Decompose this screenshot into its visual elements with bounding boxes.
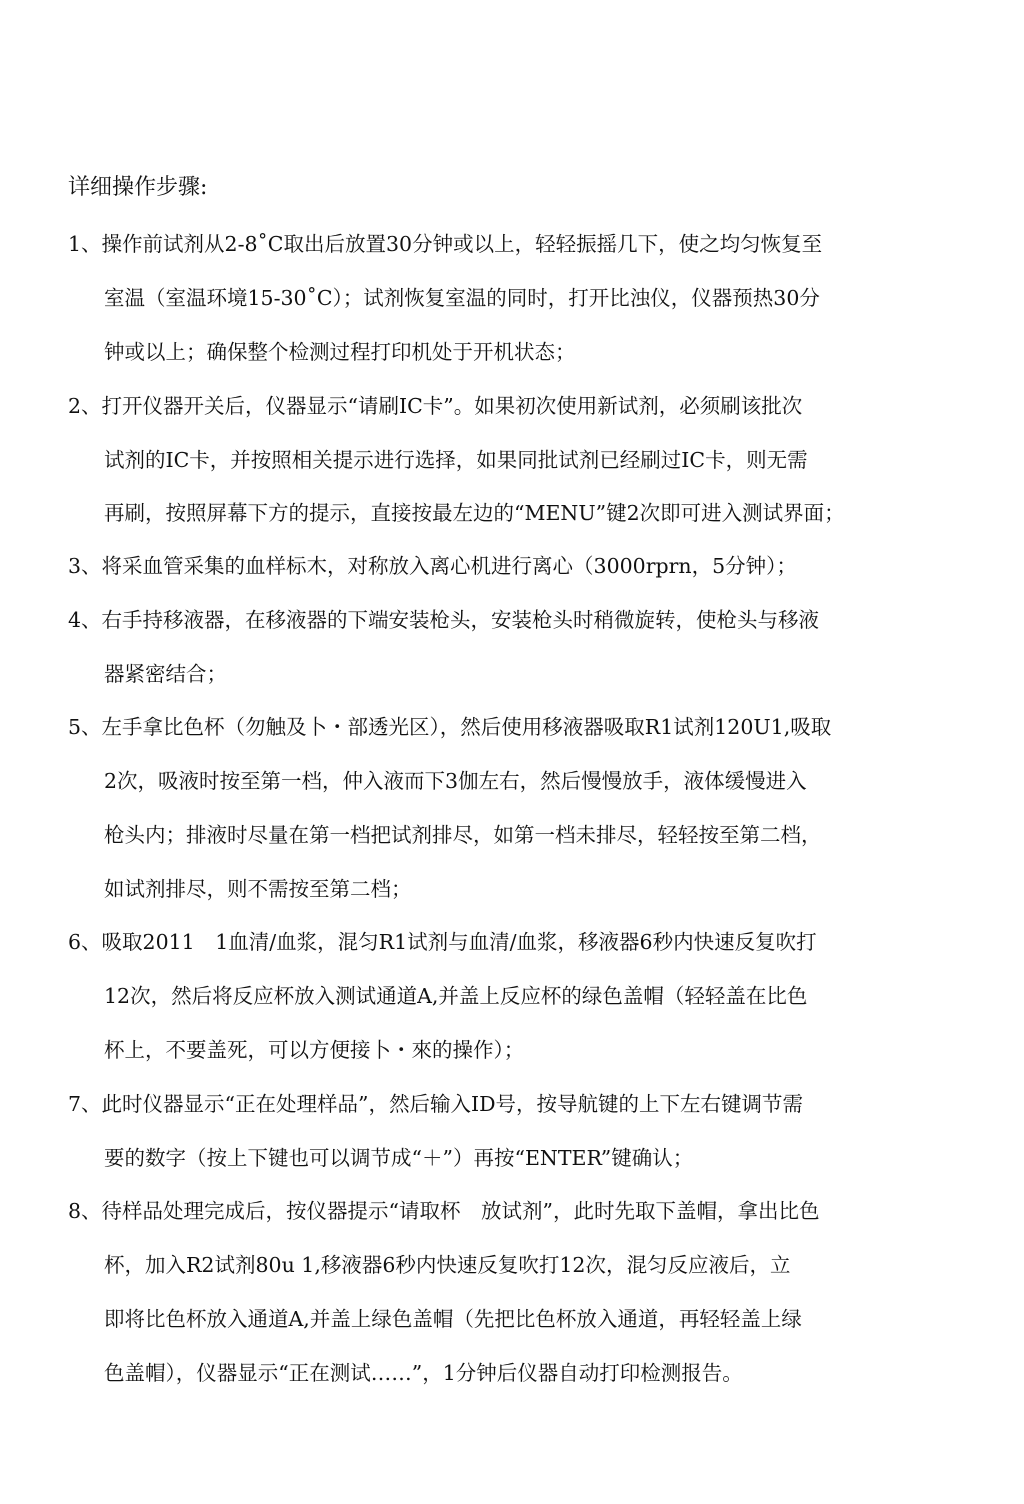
step-6-line-2: 12次，然后将反应杯放入测试通道A,并盖上反应杯的绿色盖帽（轻轻盖在比色 [104, 984, 808, 1008]
step-7-line-2: 要的数字（按上下键也可以调节成“＋”）再按“ENTER”键确认； [104, 1146, 694, 1170]
step-1-line-1: 1、操作前试剂从2-8˚C取出后放置30分钟或以上，轻轻振摇几下，使之均匀恢复至 [68, 232, 823, 256]
step-5-line-1: 5、左手拿比色杯（勿触及卜・部透光区），然后使用移液器吸取R1试剂120U1,吸取 [68, 715, 832, 739]
step-5-line-3: 枪头内；排液时尽量在第一档把试剂排尽，如第一档未排尽，轻轻按至第二档， [104, 823, 822, 847]
step-5-line-2: 2次，吸液时按至第一档，仲入液而下3伽左右，然后慢慢放手，液体缓慢进入 [104, 769, 807, 793]
step-6-line-3: 杯上，不要盖死，可以方便接卜・來的操作）； [104, 1038, 525, 1062]
step-2-line-1: 2、打开仪器开关后，仪器显示“请刷IC卡”。如果初次使用新试剂，必须刷该批次 [68, 394, 803, 418]
step-8-line-4: 色盖帽），仪器显示“正在测试……”，1分钟后仪器自动打印检测报告。 [104, 1361, 743, 1385]
step-5-line-4: 如试剂排尽，则不需按至第二档； [104, 877, 412, 901]
step-2-line-2: 试剂的IC卡，并按照相关提示进行选择，如果同批试剂已经刷过IC卡，则无需 [104, 448, 808, 472]
step-2-line-3: 再刷，按照屏幕下方的提示，直接按最左边的“MENU”键2次即可进入测试界面； [104, 501, 845, 525]
step-4-line-1: 4、右手持移液器，在移液器的下端安装枪头，安装枪头时稍微旋转，使枪头与移液 [68, 608, 820, 632]
step-8-line-2: 杯，加入R2试剂80u 1,移液器6秒内快速反复吹打12次，混匀反应液后，立 [104, 1253, 791, 1277]
step-7-line-1: 7、此时仪器显示“正在处理样品”，然后输入ID号，按导航键的上下左右键调节需 [68, 1092, 804, 1116]
step-8-line-1: 8、待样品处理完成后，按仪器提示“请取杯 放试剂”，此时先取下盖帽，拿出比色 [68, 1199, 820, 1223]
step-4-line-2: 器紧密结合； [104, 662, 227, 686]
step-1-line-3: 钟或以上；确保整个检测过程打印机处于开机状态； [104, 340, 576, 364]
step-3-line-1: 3、将采血管采集的血样标木，对称放入离心机进行离心（3000rprn，5分钟）； [68, 554, 797, 578]
step-1-line-2: 室温（室温环境15-30˚C）；试剂恢复室温的同时，打开比浊仪，仪器预热30分 [104, 286, 820, 310]
document-heading: 详细操作步骤: [68, 175, 208, 200]
step-6-line-1: 6、吸取2011 1血清/血浆，混匀R1试剂与血清/血浆，移液器6秒内快速反复吹打 [68, 930, 817, 954]
step-8-line-3: 即将比色杯放入通道A,并盖上绿色盖帽（先把比色杯放入通道，再轻轻盖上绿 [104, 1307, 802, 1331]
